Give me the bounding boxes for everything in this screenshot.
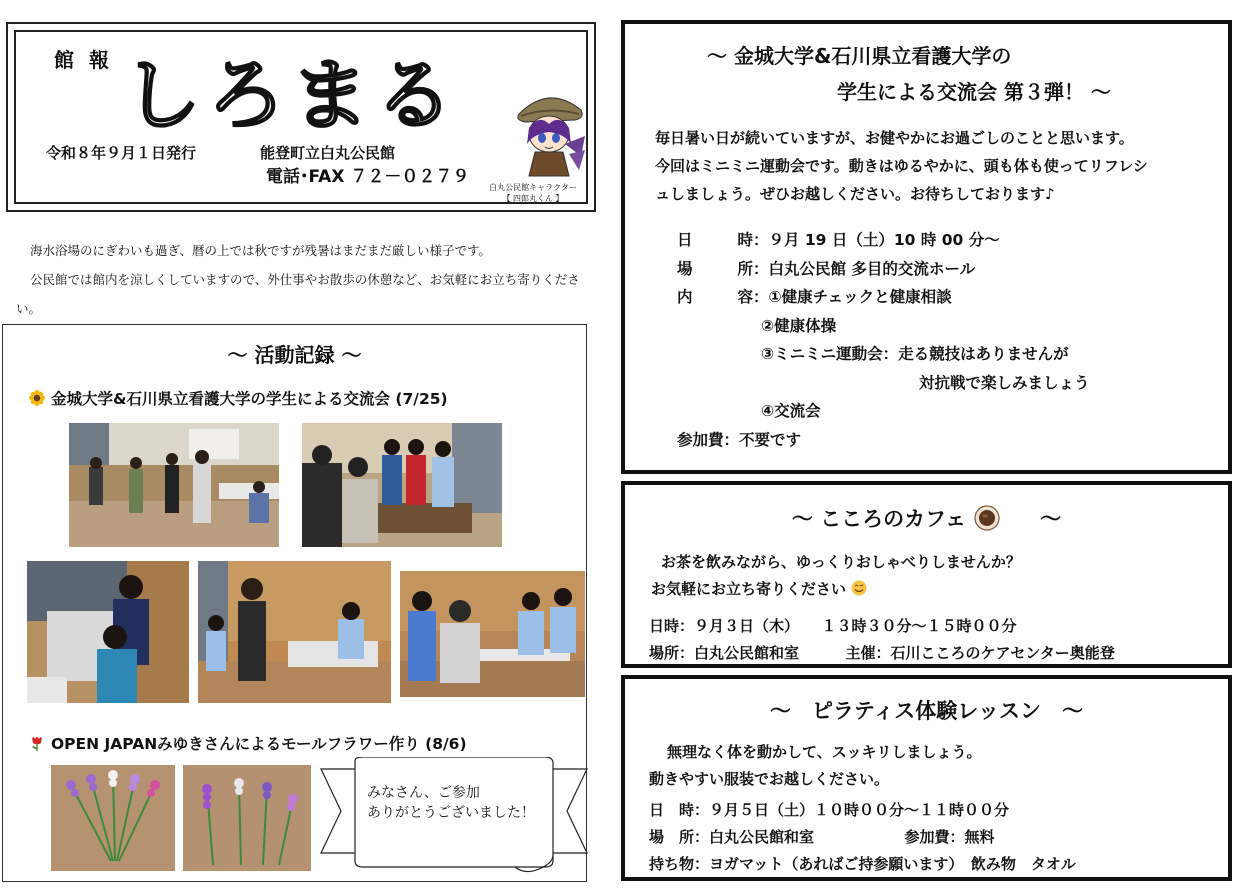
thanks-line-2: ありがとうございました！ — [367, 805, 535, 821]
event2-place: 場所：白丸公民館和室 — [649, 644, 800, 662]
event1-place-label — [677, 255, 753, 284]
mascot-character-image — [509, 84, 589, 184]
event1-date-row — [677, 226, 1090, 255]
event1-place-label-1: 場 — [677, 259, 693, 278]
event1-date-label-1: 日 — [677, 231, 693, 249]
event1-content-label-2: 容 — [737, 288, 753, 306]
activity-item-2-label: OPEN JAPANみゆきさんによるモールフラワー作り (8/6) — [51, 735, 467, 753]
mascot-name: 【 四郎丸くん 】 — [502, 194, 564, 203]
event2-body-line-2: お気軽にお立ち寄りください — [651, 580, 847, 598]
intro-line-1: 海水浴場のにぎわいも過ぎ、暦の上では秋ですが残暑はまだまだ厳しい様子です。 — [30, 243, 492, 258]
intro-line-2: 公民館では館内を涼しくしていますので、外仕事やお散歩の休憩など、お気軽にお立ち寄りください。 — [16, 272, 580, 316]
event1-body-line-2: 今回はミニミニ運動会です。動きはゆるやかに、頭も体も使ってリフレシ — [655, 157, 1148, 175]
activity-item-1-label: 金城大学&石川県立看護大学の学生による交流会 (7/25) — [51, 390, 448, 408]
event1-body-line-1: 毎日暑い日が続いていますが、お健やかにお過ごしのことと思います。 — [655, 129, 1134, 147]
event1-body-line-3: ュしましょう。ぜひお越しください。お待ちしております♪ — [655, 185, 1055, 203]
event3-place: 場 所：白丸公民館和室 — [649, 828, 815, 846]
photo-exchange-talk — [400, 571, 585, 697]
event2-body-line-1: お茶を飲みながら、ゆっくりおしゃべりしませんか？ — [661, 553, 1021, 571]
event1-title-line-2: 学生による交流会 第３弾！ ～ — [837, 80, 1111, 104]
event1-content-2: ②健康体操 — [761, 316, 837, 335]
activity-item-1 — [29, 387, 448, 409]
photo-exchange-hall — [69, 423, 279, 547]
event1-content-3b: 対抗戦で楽しみましょう — [919, 373, 1090, 392]
hall-name: 能登町立白丸公民館 — [260, 144, 396, 162]
photo-pipe-flower-2 — [183, 765, 311, 871]
event1-content-label — [677, 283, 753, 312]
newsletter-header — [6, 22, 596, 212]
event3-body-line-1: 無理なく体を動かして、スッキリしましょう。 — [667, 743, 982, 761]
intro-text — [16, 236, 586, 323]
event1-place-value: ：白丸公民館 多目的交流ホール — [753, 259, 976, 278]
photo-exchange-table — [302, 423, 502, 547]
event3-date: 日 時：９月５日（土）１０時００分～１１時００分 — [649, 801, 1010, 819]
event1-content-3: ③ミニミニ運動会：走る競技はありませんが — [761, 345, 1069, 363]
smile-face-icon — [851, 580, 867, 596]
thanks-line-1: みなさん、ご参加 — [367, 785, 480, 801]
event2-place-host-row — [649, 640, 1115, 667]
coffee-cup-icon — [974, 505, 1000, 531]
event3-place-fee-row — [649, 824, 1076, 851]
event2-title-text: ～ こころのカフェ — [791, 507, 967, 531]
event3-description — [649, 739, 982, 793]
event1-content-row — [677, 283, 1090, 312]
event1-place-row — [677, 255, 1090, 284]
event3-title: ～ ピラティス体験レッスン ～ — [769, 699, 1084, 723]
event3-body-line-2: 動きやすい服装でお越しください。 — [649, 770, 890, 788]
event2-date: 日時：９月３日（木） １３時３０分～１５時００分 — [649, 617, 1017, 635]
event2-host: 主催：石川こころのケアセンター奥能登 — [845, 644, 1115, 662]
photo-health-check — [27, 561, 189, 703]
event1-content-1: ：①健康チェックと健康相談 — [753, 288, 952, 306]
phone-fax: 電話･FAX ７２－０２７９ — [266, 167, 470, 187]
event-kokoro-cafe-box — [621, 481, 1232, 668]
event1-description — [655, 124, 1225, 208]
event1-details — [677, 226, 1090, 454]
masthead-text: しろまる — [123, 52, 460, 132]
event2-info — [649, 613, 1115, 667]
event3-fee: 参加費：無料 — [904, 828, 995, 846]
activity-record-section — [2, 324, 587, 882]
event1-date-label — [677, 226, 753, 255]
event1-date-value: ：９月 19 日（土）10 時 00 分～ — [753, 231, 1000, 249]
tulip-icon — [29, 735, 45, 751]
event2-description — [651, 549, 1021, 603]
thanks-text — [367, 783, 535, 823]
issue-date: 令和８年９月１日発行 — [46, 144, 197, 162]
event3-items: 持ち物：ヨガマット（あればご持参願います） 飲み物 タオル — [649, 855, 1076, 873]
thanks-banner — [319, 757, 589, 875]
event2-title-end: ～ — [1040, 507, 1062, 531]
event1-date-label-2: 時 — [737, 231, 753, 249]
sunflower-icon — [29, 390, 45, 406]
event2-title — [625, 503, 1228, 533]
header-inner-frame — [14, 30, 588, 204]
event1-content-4: ④交流会 — [761, 402, 821, 420]
kanpo-label: 館 報 — [54, 48, 113, 72]
activity-item-2 — [29, 732, 467, 754]
event1-fee: 参加費：不要です — [677, 430, 802, 449]
photo-exercise-hall — [198, 561, 391, 703]
event1-content-label-1: 内 — [677, 288, 693, 306]
masthead-title — [119, 52, 519, 132]
activity-title: ～ 活動記録 ～ — [227, 343, 362, 367]
mascot-caption: 白丸公民館キャラクター — [489, 183, 577, 192]
event3-info — [649, 797, 1076, 878]
event1-title-line-1: ～ 金城大学&石川県立看護大学の — [707, 44, 1012, 68]
event2-body-line-2-row — [651, 576, 1021, 603]
photo-pipe-flower-1 — [51, 765, 175, 871]
event1-place-label-2: 所 — [737, 259, 753, 278]
event-pilates-box — [621, 675, 1232, 881]
event-exchange-box — [621, 20, 1232, 474]
